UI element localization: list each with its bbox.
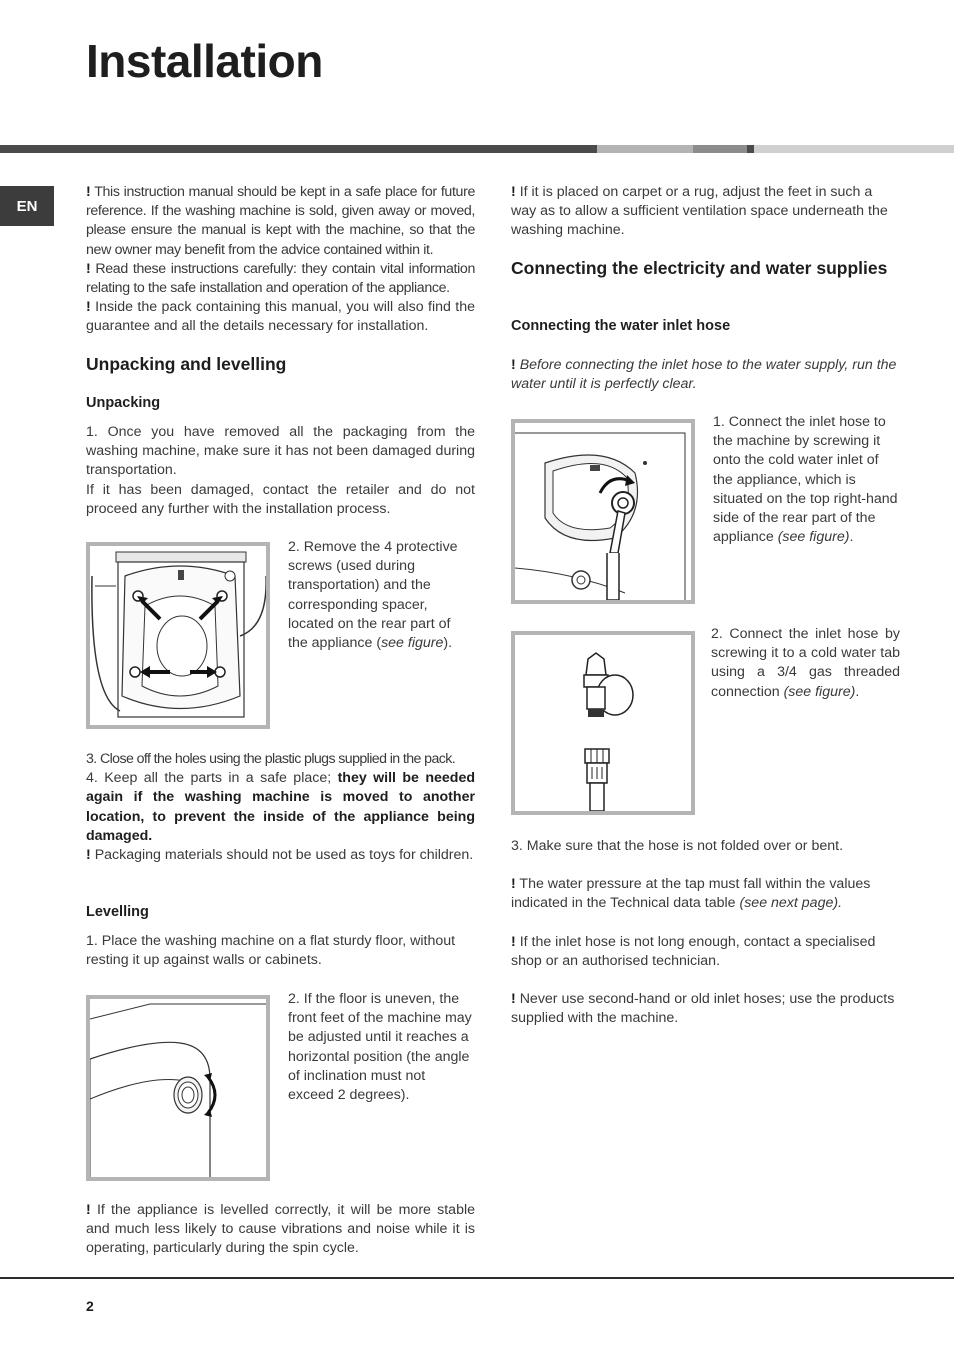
left-column-intro xyxy=(86,183,475,337)
secondhand-hose-note: ! Never use second-hand or old inlet hoses; use the products supplied with the machine. xyxy=(511,991,895,1027)
unpacking-step1-text: 1. Once you have removed all the packaging from the washing machine, make sure it has not been damaged during transportation. xyxy=(86,424,475,479)
packaging-note: ! Packaging materials should not be used as toys for children. xyxy=(86,847,474,864)
levelling-note: ! If the appliance is levelled correctly, it will be more stable and much less likely to cause vibrations and noise while it is operating, particularly during the spin cycle. xyxy=(86,1202,475,1257)
footer-rule xyxy=(0,1277,954,1279)
levelling-step1: 1. Place the washing machine on a flat sturdy floor, without resting it up against walls or cabinets. xyxy=(86,933,456,969)
unpacking-step1b-text: If it has been damaged, contact the retailer and do not proceed any further with the installation process. xyxy=(86,481,475,517)
unpacking-step1 xyxy=(86,423,475,519)
cold-water-inlet-illustration xyxy=(515,423,691,600)
intro-note-2: ! Read these instructions carefully: they contain vital information relating to the safe installation and operation of the appliance. xyxy=(86,260,475,297)
subsection-title-levelling: Levelling xyxy=(86,904,149,920)
unpacking-step4: 4. Keep all the parts in a safe place; they will be needed again if the washing machine is moved to another location, to prevent the inside of the appliance being damaged. xyxy=(86,770,475,844)
section-title-unpacking-levelling: Unpacking and levelling xyxy=(86,354,287,374)
inlet-step3: 3. Make sure that the hose is not folded over or bent. xyxy=(511,838,844,854)
intro-note-1: ! This instruction manual should be kept in a safe place for future reference. If the washing machine is sold, given away or moved, please ensure the manual is kept with the machine, so that the new owner may benefit from the advice contained within it. xyxy=(86,184,476,258)
intro-note-3: ! Inside the pack containing this manual, you will also find the guarantee and all the details necessary for installation. xyxy=(86,299,475,335)
levelling-step2: 2. If the floor is uneven, the front feet of the machine may be adjusted until it reaches a horizontal position (the angle of inclination must not exceed 2 degrees). xyxy=(288,991,472,1104)
tap-and-hose-illustration xyxy=(515,635,691,811)
machine-inlet-figure xyxy=(511,419,695,604)
inlet-step1: 1. Connect the inlet hose to the machine by screwing it onto the cold water inlet of the appliance, which is situated on the top right-hand side of the rear part of the appliance (see figure). xyxy=(713,414,898,546)
rear-screws-figure xyxy=(86,542,270,729)
inlet-step2: 2. Connect the inlet hose by screwing it to a cold water tab using a 3/4 gas threaded connection (see figure). xyxy=(711,626,900,700)
adjustable-foot-illustration xyxy=(90,999,266,1177)
rear-panel-illustration xyxy=(90,546,266,725)
subsection-title-unpacking: Unpacking xyxy=(86,395,161,411)
inlet-notes xyxy=(511,837,901,1028)
levelling-feet-figure xyxy=(86,995,270,1181)
unpacking-steps-3-4 xyxy=(86,750,475,865)
hose-length-note: ! If the inlet hose is not long enough, contact a specialised shop or an authorised technician. xyxy=(511,933,876,969)
page-title: Installation xyxy=(86,35,323,87)
pressure-note: ! The water pressure at the tap must fall within the values indicated in the Technical data table (see next page). xyxy=(511,876,871,912)
section-title-connecting: Connecting the electricity and water supplies xyxy=(511,258,888,278)
before-connecting-note: ! Before connecting the inlet hose to the water supply, run the water until it is perfectly clear. xyxy=(511,357,897,393)
unpacking-step3: 3. Close off the holes using the plastic plugs supplied in the pack. xyxy=(86,751,456,767)
language-tab: EN xyxy=(0,186,54,226)
unpacking-step2: 2. Remove the 4 protective screws (used during transportation) and the corresponding spacer, located on the rear part of the appliance (see figure). xyxy=(288,539,458,652)
subsection-title-inlet-hose: Connecting the water inlet hose xyxy=(511,318,731,334)
tap-connection-figure xyxy=(511,631,695,815)
page-number: 2 xyxy=(86,1298,94,1314)
carpet-note: ! If it is placed on carpet or a rug, adjust the feet in such a way as to allow a sufficient ventilation space underneath the washing machine. xyxy=(511,184,888,239)
